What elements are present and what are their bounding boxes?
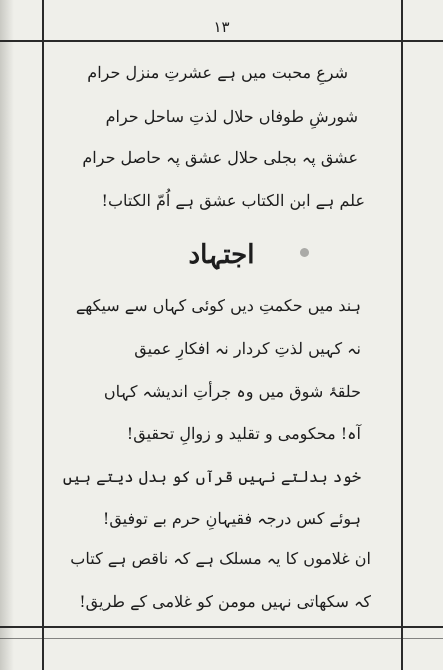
right-margin-rule [401,0,403,670]
poem-verse-1: ہند میں حکمتِ دیں کوئی کہاں سے سیکھے [75,296,361,315]
top-rule [0,40,443,42]
page-number: ١٣ [213,18,230,36]
opening-verse-3: عشق پہ بجلی حلال عشق پہ حاصل حرام [82,148,358,167]
left-margin-rule [42,0,44,670]
opening-verse-2: شورشِ طوفاں حلال لذتِ ساحل حرام [105,107,358,126]
binding-shadow [0,0,14,670]
ink-blot [300,248,309,257]
poem-verse-6: ہوئے کس درجہ فقیہانِ حرم بے توفیق! [102,509,361,528]
poem-title: اجتہاد [188,240,255,270]
bottom-rule-secondary [0,638,443,639]
bottom-rule [0,626,443,628]
poem-verse-4: آہ! محکومی و تقلید و زوالِ تحقیق! [126,424,361,443]
poem-verse-3: حلقۂ شوق میں وہ جرأتِ اندیشہ کہاں [103,382,361,401]
opening-verse-1: شرعِ محبت میں ہے عشرتِ منزل حرام [87,63,348,82]
poem-verse-7: ان غلاموں کا یہ مسلک ہے کہ ناقص ہے کتاب [70,549,371,568]
poem-verse-2: نہ کہیں لذتِ کردار نہ افکارِ عمیق [134,339,361,358]
poem-verse-8: کہ سکھاتی نہیں مومن کو غلامی کے طریق! [79,592,371,611]
poem-verse-5: خود بدلتے نہیں قرآں کو بدل دیتے ہیں [62,467,361,486]
opening-verse-4: علم ہے ابن الکتاب عشق ہے اُمّ الکتاب! [101,191,365,210]
